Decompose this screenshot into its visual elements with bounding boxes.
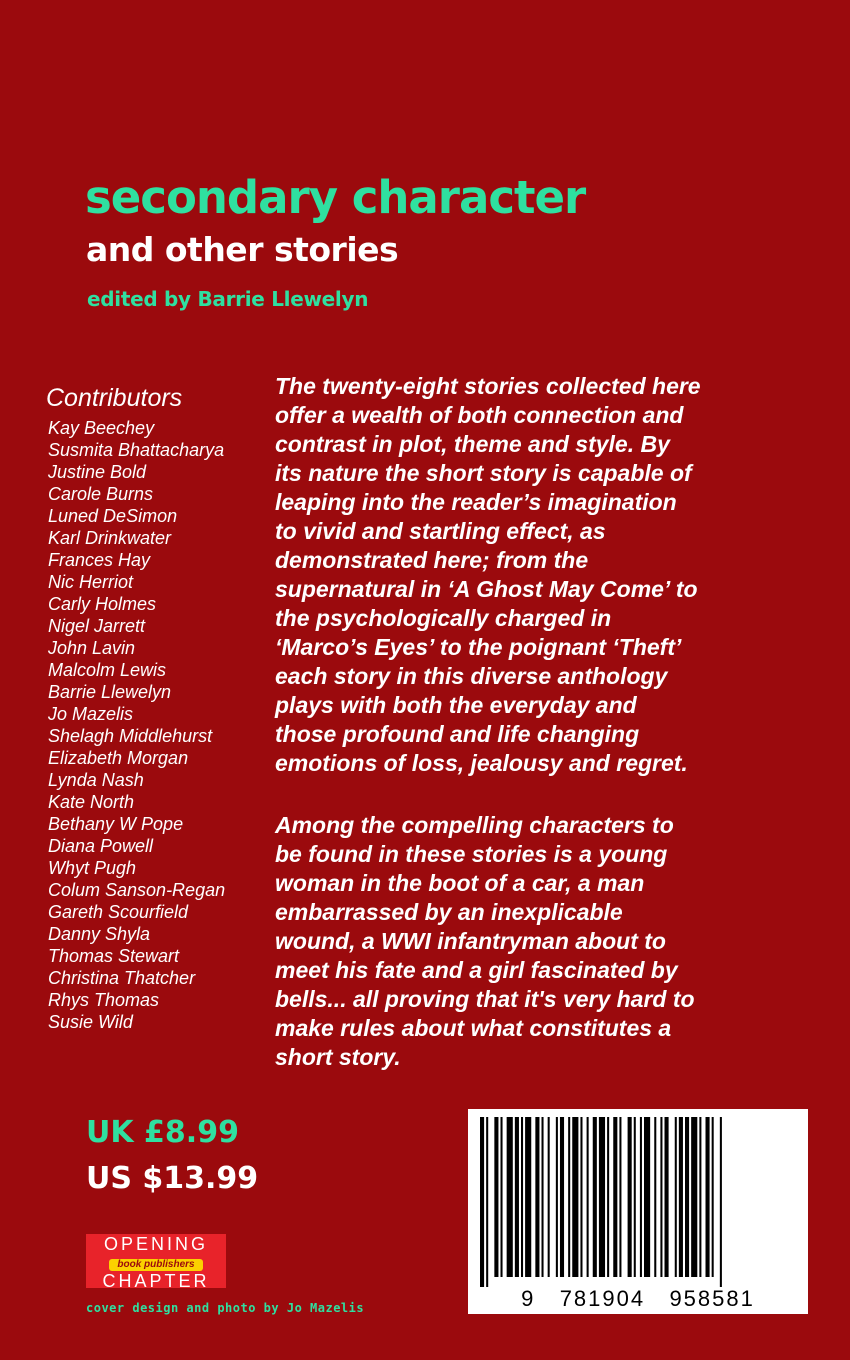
barcode-bar [654,1117,656,1277]
barcode-bar [628,1117,632,1277]
contributor-name: Diana Powell [48,836,154,856]
barcode-bar [587,1117,589,1277]
barcode-bar [685,1117,689,1277]
publisher-logo [86,1234,226,1291]
contributor-name: Shelagh Middlehurst [48,726,213,746]
barcode-bar [720,1117,722,1287]
barcode-bar [486,1117,488,1287]
barcode-bar [679,1117,683,1277]
editor-credit: edited by Barrie Llewelyn [87,287,369,311]
isbn-digits: 9 781904 958581 [521,1286,755,1311]
barcode-bar [665,1117,669,1277]
barcode-bar [572,1117,578,1277]
book-title: secondary character [85,171,586,224]
barcode-bar [501,1117,503,1277]
barcode-bar [619,1117,621,1277]
contributor-name: Luned DeSimon [48,506,178,526]
barcode-bar [640,1117,642,1277]
contributors-list [44,383,274,1033]
barcode-bar [560,1117,564,1277]
contributor-name: Thomas Stewart [48,946,180,966]
barcode-bar [613,1117,617,1277]
contributor-name: Malcolm Lewis [48,660,167,680]
barcode-bar [675,1117,677,1277]
contributor-name: Kate North [48,792,135,812]
barcode-bar [706,1117,710,1277]
barcode-bar [580,1117,582,1277]
blurb [275,372,835,1105]
barcode-bar [480,1117,484,1287]
contributor-name: Whyt Pugh [48,858,137,878]
blurb-paragraph: Among the compelling characters to be found in these stories is a young woman in the boot of a car, a man embarrassed by an inexplicable wound, a WWI infantryman about to meet his fate and a girl fascinated by bells... all proving that it's very hard to make rules about what constitutes a short story. [275,812,695,1070]
contributor-name: Nic Herriot [48,572,134,592]
contributor-name: Bethany W Pope [48,814,184,834]
contributor-names [44,417,274,1033]
price-uk: UK £8.99 [86,1115,239,1150]
contributor-name: Nigel Jarrett [48,616,146,636]
barcode-bar [593,1117,597,1277]
barcode-bar [542,1117,544,1277]
contributors-heading: Contributors [46,384,183,412]
contributor-name: Danny Shyla [48,924,151,944]
barcode-bar [634,1117,636,1277]
contributor-name: Susie Wild [48,1012,133,1032]
contributor-name: Christina Thatcher [48,968,196,988]
barcode-bar [515,1117,519,1277]
barcode-bar [507,1117,513,1277]
barcode-bar [607,1117,609,1277]
contributor-name: Lynda Nash [48,770,144,790]
barcode-bar [660,1117,662,1277]
barcode-bar [521,1117,523,1277]
barcode-bar [568,1117,570,1277]
barcode-bars [468,1109,808,1287]
contributor-name: Elizabeth Morgan [48,748,189,768]
book-subtitle: and other stories [86,230,399,269]
barcode-bar [699,1117,701,1277]
contributor-name: Gareth Scourfield [48,902,189,922]
contributor-name: Justine Bold [48,462,147,482]
blurb-paragraph: The twenty-eight stories collected here offer a wealth of both connection and contrast in plot, theme and style. By its nature the short story is capable of leaping into the reader’s imagination to vivid and startling effect, as demonstrated here; from the supernatural in ‘A Ghost May Come’ to the psychologically charged in ‘Marco’s Eyes’ to the poignant ‘Theft’ each story in this diverse anthology plays with both the everyday and those profound and life changing emotions of loss, jealousy and regret. [275,373,701,776]
contributor-name: Carly Holmes [48,594,157,614]
contributor-name: Jo Mazelis [48,704,134,724]
contributor-name: Colum Sanson-Regan [48,880,226,900]
contributor-name: Kay Beechey [48,418,155,438]
logo-line-chapter: CHAPTER [102,1271,210,1291]
barcode-bar [599,1117,605,1277]
contributor-name: Barrie Llewelyn [48,682,172,702]
logo-line-opening: OPENING [103,1234,208,1254]
price-us: US $13.99 [86,1161,259,1196]
contributor-name: Rhys Thomas [48,990,160,1010]
contributor-name: Frances Hay [48,550,151,570]
barcode-bar [691,1117,697,1277]
barcode-bar [712,1117,714,1277]
barcode-bar [548,1117,550,1277]
contributor-name: Carole Burns [48,484,154,504]
contributor-name: Susmita Bhattacharya [48,440,225,460]
isbn-barcode [468,1109,808,1314]
barcode-bar [644,1117,650,1277]
barcode-bar [556,1117,558,1277]
cover-credit: cover design and photo by Jo Mazelis [86,1301,365,1315]
barcode-bar [525,1117,531,1277]
barcode-bar [535,1117,539,1277]
barcode-bar [494,1117,498,1277]
contributor-name: Karl Drinkwater [48,528,172,548]
contributor-name: John Lavin [48,638,136,658]
logo-line-book-publishers: book publishers [109,1259,202,1271]
